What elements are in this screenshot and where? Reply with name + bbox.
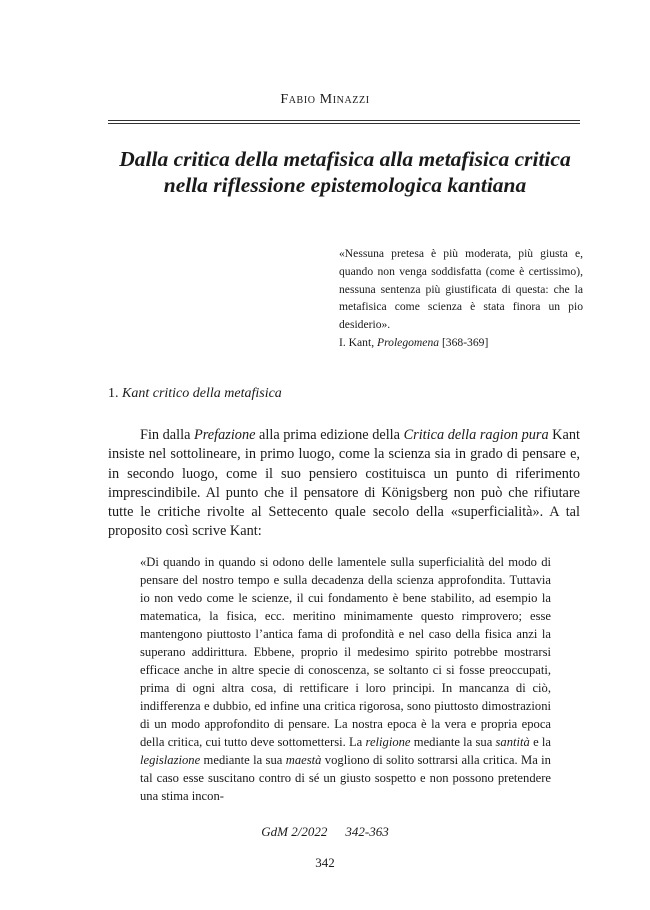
epigraph-source-author: I. Kant,	[339, 335, 377, 349]
section-number: 1.	[108, 386, 122, 401]
epigraph-source-pages: [368-369]	[439, 335, 489, 349]
p1-prefazione: Prefazione	[194, 427, 256, 443]
article-title	[100, 146, 590, 198]
epigraph-source	[339, 334, 583, 352]
p1-text-a: Fin dalla	[140, 427, 195, 443]
quote-religione: religione	[365, 735, 411, 749]
quote-text-a: «Di quando in quando si odono delle lamentele sulla superficialità del modo di pensare del nostro tempo e sulla decadenza della scienza approfondita. Tuttavia io non vedo come le scienze, il cui fondamento è bene stabilito, ad esempio la matematica, la fisica, ecc. meritino minimamente questo rimprovero; esse mantengono piuttosto l’antica fama di profondità e nel caso della fisica anzi la superano addirittura. Ebbene, proprio il medesimo spirito potrebbe mostrarsi efficace anche in altre specie di conoscenza, se soltanto ci si fosse preoccupati, prima di ogni altra cosa, di rettificare i loro principi. In mancanza di ciò, indifferenza e dubbio, ed infine una critica rigorosa, sono piuttosto dimostrazioni di un modo approfondito di pensare. La nostra epoca è la vera e propria epoca della critica, cui tutto deve sottomettersi. La	[140, 555, 551, 749]
running-header-author: Fabio Minazzi	[280, 92, 370, 107]
section-title: Kant critico della metafisica	[122, 386, 282, 401]
block-quote	[140, 553, 551, 805]
quote-text-c: mediante la sua	[410, 735, 496, 749]
journal-pages: 342-363	[345, 824, 389, 839]
section-heading	[108, 386, 282, 402]
p1-critica-title: Critica della ragion pura	[403, 427, 549, 443]
epigraph	[339, 245, 583, 352]
p1-text-c: alla prima edizione della	[255, 427, 404, 443]
epigraph-source-work: Prolegomena	[377, 335, 440, 349]
journal-footer	[0, 824, 650, 840]
quote-legislazione: legislazione	[140, 753, 201, 767]
quote-maesta: maestà	[285, 753, 322, 767]
quote-text-e: e la	[529, 735, 551, 749]
journal-issue: GdM 2/2022	[261, 824, 328, 839]
quote-text-g: mediante la sua	[200, 753, 286, 767]
p1-text-e: Kant insiste nel sottolineare, in primo luogo, come la scienza sia in grado di pensare e, in secondo luogo, come il suo pensiero costituisca un punto di riferimento imprescindibile. Al punto che il pensatore di Königsberg non può che rifiutare tutte le critiche rivolte al Settecento quale secolo della «superficialità». A tal proposito così scrive Kant:	[108, 427, 580, 540]
paragraph-1	[108, 426, 580, 542]
title-line-2: nella riflessione epistemologica kantiana	[163, 173, 527, 197]
quote-paragraph	[140, 553, 551, 805]
page-number: 342	[315, 855, 335, 870]
epigraph-text: «Nessuna pretesa è più moderata, più giusta e, quando non venga soddisfatta (come è certissimo), nessuna sentenza più giustificata di questa: che la metafisica come scienza è stata finora un pio desiderio».	[339, 247, 583, 332]
quote-text-i: vogliono di solito sottrarsi alla critica. Ma in tal caso esse suscitano contro di sé un giusto sospetto e non possono pretendere una stima incon-	[140, 753, 551, 803]
header-rule-bottom	[108, 123, 580, 124]
header-rule-top	[108, 120, 580, 121]
body-paragraph	[108, 426, 580, 542]
title-line-1: Dalla critica della metafisica alla metafisica critica	[119, 147, 571, 171]
quote-santita: santità	[495, 735, 530, 749]
